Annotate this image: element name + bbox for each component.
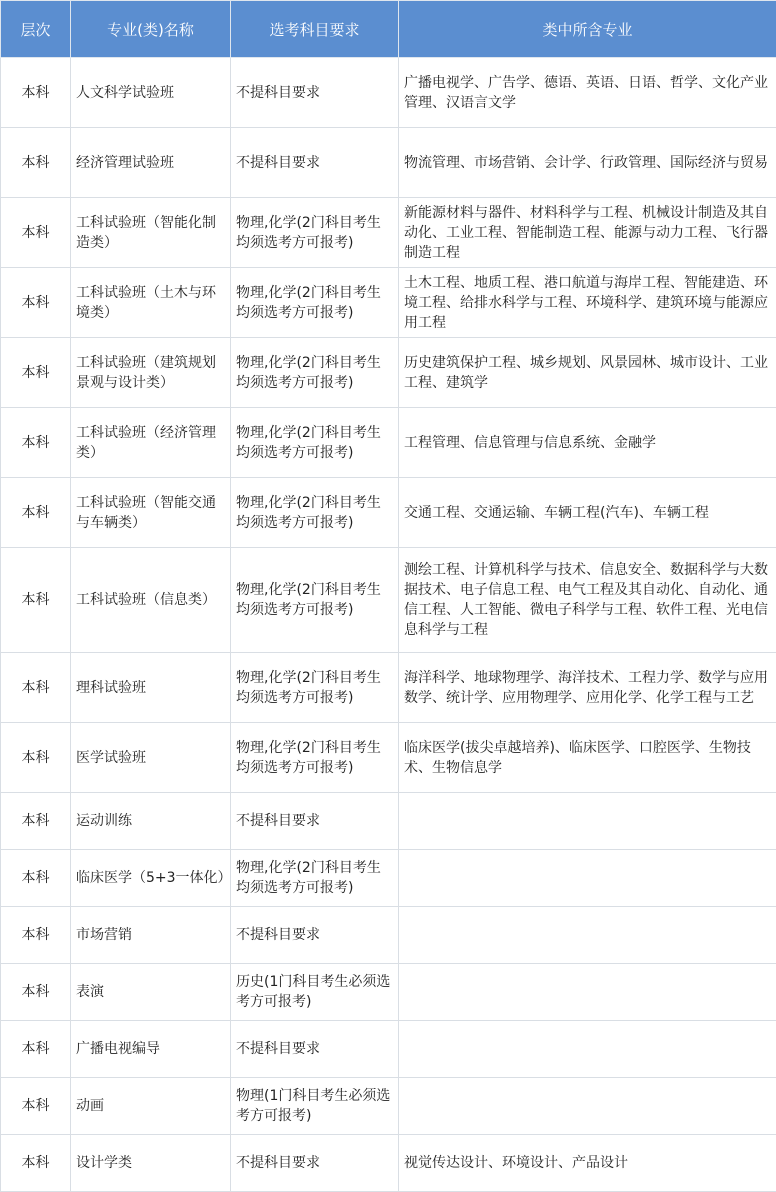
level-cell: 本科 <box>1 268 71 338</box>
included-majors-cell: 视觉传达设计、环境设计、产品设计 <box>399 1135 776 1192</box>
requirement-cell: 物理,化学(2门科目考生均须选考方可报考) <box>231 653 399 723</box>
header-row <box>1 1 776 58</box>
included-majors-cell <box>399 850 776 907</box>
level-cell: 本科 <box>1 850 71 907</box>
requirement-cell: 物理,化学(2门科目考生均须选考方可报考) <box>231 548 399 653</box>
major-name-cell: 经济管理试验班 <box>71 128 231 198</box>
major-name-cell: 工科试验班（信息类） <box>71 548 231 653</box>
level-cell: 本科 <box>1 128 71 198</box>
level-cell: 本科 <box>1 478 71 548</box>
level-cell: 本科 <box>1 548 71 653</box>
included-majors-cell <box>399 907 776 964</box>
level-cell: 本科 <box>1 338 71 408</box>
level-cell: 本科 <box>1 653 71 723</box>
included-majors-cell: 测绘工程、计算机科学与技术、信息安全、数据科学与大数据技术、电子信息工程、电气工程及其自动化、自动化、通信工程、人工智能、微电子科学与工程、软件工程、光电信息科学与工程 <box>399 548 776 653</box>
table-row <box>1 850 776 907</box>
included-majors-cell <box>399 793 776 850</box>
header-level: 层次 <box>1 1 71 58</box>
major-name-cell: 广播电视编导 <box>71 1021 231 1078</box>
requirement-cell: 不提科目要求 <box>231 793 399 850</box>
table-row <box>1 723 776 793</box>
included-majors-cell: 海洋科学、地球物理学、海洋技术、工程力学、数学与应用数学、统计学、应用物理学、应用化学、化学工程与工艺 <box>399 653 776 723</box>
requirement-cell: 不提科目要求 <box>231 1021 399 1078</box>
major-name-cell: 工科试验班（智能交通与车辆类） <box>71 478 231 548</box>
header-major-name: 专业(类)名称 <box>71 1 231 58</box>
level-cell: 本科 <box>1 1078 71 1135</box>
table-row <box>1 793 776 850</box>
requirement-cell: 物理,化学(2门科目考生均须选考方可报考) <box>231 723 399 793</box>
requirement-cell: 物理,化学(2门科目考生均须选考方可报考) <box>231 198 399 268</box>
major-name-cell: 动画 <box>71 1078 231 1135</box>
included-majors-cell: 土木工程、地质工程、港口航道与海岸工程、智能建造、环境工程、给排水科学与工程、环境科学、建筑环境与能源应用工程 <box>399 268 776 338</box>
included-majors-cell: 广播电视学、广告学、德语、英语、日语、哲学、文化产业管理、汉语言文学 <box>399 58 776 128</box>
table-row <box>1 198 776 268</box>
requirement-cell: 历史(1门科目考生必须选考方可报考) <box>231 964 399 1021</box>
major-name-cell: 运动训练 <box>71 793 231 850</box>
major-name-cell: 工科试验班（建筑规划景观与设计类） <box>71 338 231 408</box>
level-cell: 本科 <box>1 964 71 1021</box>
included-majors-cell: 交通工程、交通运输、车辆工程(汽车)、车辆工程 <box>399 478 776 548</box>
major-name-cell: 临床医学（5+3一体化） <box>71 850 231 907</box>
level-cell: 本科 <box>1 1021 71 1078</box>
requirement-cell: 物理,化学(2门科目考生均须选考方可报考) <box>231 850 399 907</box>
included-majors-cell <box>399 1021 776 1078</box>
level-cell: 本科 <box>1 1135 71 1192</box>
requirement-cell: 不提科目要求 <box>231 128 399 198</box>
major-name-cell: 理科试验班 <box>71 653 231 723</box>
major-name-cell: 市场营销 <box>71 907 231 964</box>
table-row <box>1 338 776 408</box>
requirement-cell: 物理(1门科目考生必须选考方可报考) <box>231 1078 399 1135</box>
level-cell: 本科 <box>1 198 71 268</box>
table-row <box>1 58 776 128</box>
level-cell: 本科 <box>1 793 71 850</box>
table-row <box>1 653 776 723</box>
table-row <box>1 1135 776 1192</box>
table-row <box>1 478 776 548</box>
included-majors-cell: 工程管理、信息管理与信息系统、金融学 <box>399 408 776 478</box>
included-majors-cell <box>399 1078 776 1135</box>
included-majors-cell: 临床医学(拔尖卓越培养)、临床医学、口腔医学、生物技术、生物信息学 <box>399 723 776 793</box>
major-name-cell: 工科试验班（智能化制造类） <box>71 198 231 268</box>
level-cell: 本科 <box>1 907 71 964</box>
requirement-cell: 不提科目要求 <box>231 1135 399 1192</box>
level-cell: 本科 <box>1 58 71 128</box>
major-name-cell: 工科试验班（土木与环境类） <box>71 268 231 338</box>
major-name-cell: 人文科学试验班 <box>71 58 231 128</box>
included-majors-cell: 历史建筑保护工程、城乡规划、风景园林、城市设计、工业工程、建筑学 <box>399 338 776 408</box>
table-row <box>1 128 776 198</box>
table-row <box>1 964 776 1021</box>
requirement-cell: 物理,化学(2门科目考生均须选考方可报考) <box>231 408 399 478</box>
requirement-cell: 物理,化学(2门科目考生均须选考方可报考) <box>231 268 399 338</box>
requirement-cell: 物理,化学(2门科目考生均须选考方可报考) <box>231 478 399 548</box>
requirement-cell: 不提科目要求 <box>231 58 399 128</box>
major-name-cell: 工科试验班（经济管理类） <box>71 408 231 478</box>
major-name-cell: 医学试验班 <box>71 723 231 793</box>
header-included-majors: 类中所含专业 <box>399 1 776 58</box>
level-cell: 本科 <box>1 408 71 478</box>
level-cell: 本科 <box>1 723 71 793</box>
requirement-cell: 不提科目要求 <box>231 907 399 964</box>
requirement-cell: 物理,化学(2门科目考生均须选考方可报考) <box>231 338 399 408</box>
table-row <box>1 268 776 338</box>
table-row <box>1 408 776 478</box>
table-row <box>1 1021 776 1078</box>
included-majors-cell: 物流管理、市场营销、会计学、行政管理、国际经济与贸易 <box>399 128 776 198</box>
included-majors-cell <box>399 964 776 1021</box>
table-row <box>1 907 776 964</box>
major-name-cell: 表演 <box>71 964 231 1021</box>
major-name-cell: 设计学类 <box>71 1135 231 1192</box>
table-row <box>1 1078 776 1135</box>
header-subject-requirement: 选考科目要求 <box>231 1 399 58</box>
included-majors-cell: 新能源材料与器件、材料科学与工程、机械设计制造及其自动化、工业工程、智能制造工程、能源与动力工程、飞行器制造工程 <box>399 198 776 268</box>
table-row <box>1 548 776 653</box>
